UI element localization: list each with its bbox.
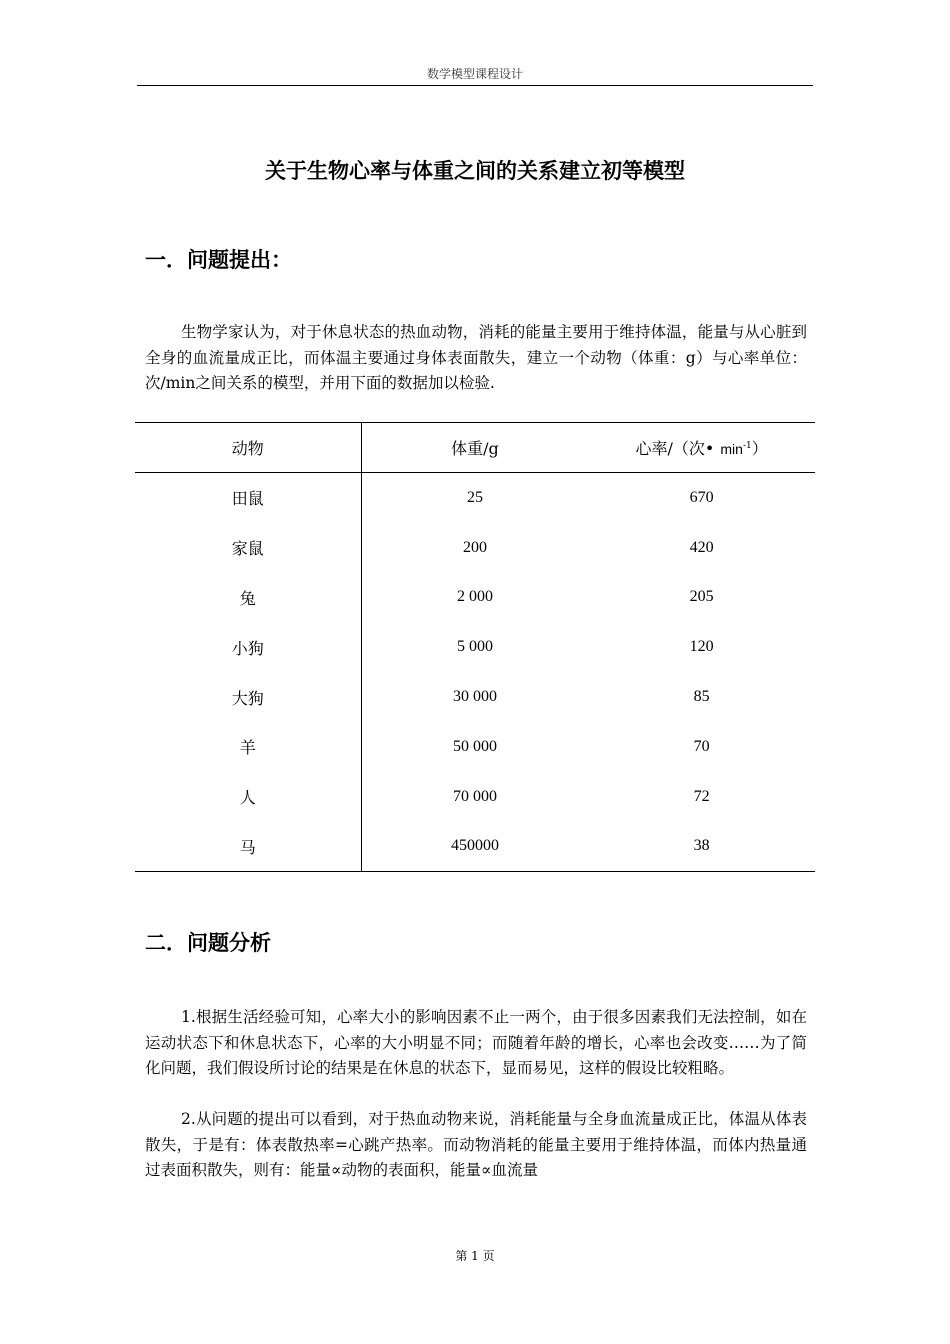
cell-animal: 人 xyxy=(135,772,361,822)
section-2-heading: 二．问题分析 xyxy=(145,931,271,955)
cell-weight: 25 xyxy=(466,488,483,506)
header-heart-rate-exponent: -1 xyxy=(742,441,752,451)
header-weight: 体重/g xyxy=(361,423,588,473)
cell-heart-rate: 420 xyxy=(689,538,714,556)
cell-heart-rate: 85 xyxy=(693,688,710,706)
header-animal: 动物 xyxy=(135,423,361,473)
cell-weight: 30 000 xyxy=(452,688,497,706)
header-heart-rate xyxy=(588,423,815,473)
table-row xyxy=(135,473,815,523)
cell-weight: 2 000 xyxy=(456,588,493,606)
section-2-paragraph-1: 1.根据生活经验可知，心率大小的影响因素不止一两个，由于很多因素我们无法控制，如在运动状态下和休息状态下，心率的大小明显不同；而随着年龄的增长，心率也会改变……为了简化问题，我们假设所讨论的结果是在休息的状态下，显而易见，这样的假设比较粗略。 xyxy=(145,1008,807,1077)
cell-animal: 兔 xyxy=(135,573,361,623)
table-row xyxy=(135,622,815,672)
cell-weight: 70 000 xyxy=(452,787,497,805)
cell-heart-rate: 38 xyxy=(693,837,710,855)
cell-heart-rate: 670 xyxy=(689,488,714,506)
cell-animal: 小狗 xyxy=(135,622,361,672)
cell-heart-rate: 70 xyxy=(693,737,710,755)
header-heart-rate-prefix: 心率/（次• xyxy=(635,439,715,458)
cell-heart-rate: 72 xyxy=(693,787,710,805)
cell-animal: 大狗 xyxy=(135,672,361,722)
page-header: 数学模型课程设计 xyxy=(137,66,813,86)
header-heart-rate-suffix: ） xyxy=(751,439,768,458)
page-number: 第 1 页 xyxy=(455,1249,495,1263)
cell-animal: 田鼠 xyxy=(135,473,361,523)
section-2-paragraph-2: 2.从问题的提出可以看到，对于热血动物来说，消耗能量与全身血流量成正比，体温从体表散失，于是有：体表散热率=心跳产热率。而动物消耗的能量主要用于维持体温，而体内热量通过表面积散失，则有：能量∝动物的表面积，能量∝血流量 xyxy=(145,1110,807,1179)
cell-weight: 450000 xyxy=(450,837,499,855)
table-row xyxy=(135,722,815,772)
table-row xyxy=(135,573,815,623)
cell-animal: 羊 xyxy=(135,722,361,772)
cell-animal: 马 xyxy=(135,822,361,872)
table-row xyxy=(135,822,815,872)
cell-weight: 5 000 xyxy=(456,638,493,656)
document-title: 关于生物心率与体重之间的关系建立初等模型 xyxy=(265,159,685,183)
table-header-row xyxy=(135,423,815,473)
table-row xyxy=(135,523,815,573)
table-row xyxy=(135,672,815,722)
cell-weight: 200 xyxy=(462,538,487,556)
animal-heart-rate-table xyxy=(135,422,815,872)
section-1-paragraph: 生物学家认为，对于休息状态的热血动物，消耗的能量主要用于维持体温，能量与从心脏到全身的血流量成正比，而体温主要通过身体表面散失，建立一个动物（体重：g）与心率单位：次/min之间关系的模型，并用下面的数据加以检验. xyxy=(145,323,807,392)
cell-heart-rate: 120 xyxy=(689,638,714,656)
cell-weight: 50 000 xyxy=(452,737,497,755)
header-heart-rate-unit: min xyxy=(720,441,743,457)
table-row xyxy=(135,772,815,822)
cell-heart-rate: 205 xyxy=(689,588,714,606)
section-1-heading: 一．问题提出： xyxy=(145,248,292,272)
cell-animal: 家鼠 xyxy=(135,523,361,573)
